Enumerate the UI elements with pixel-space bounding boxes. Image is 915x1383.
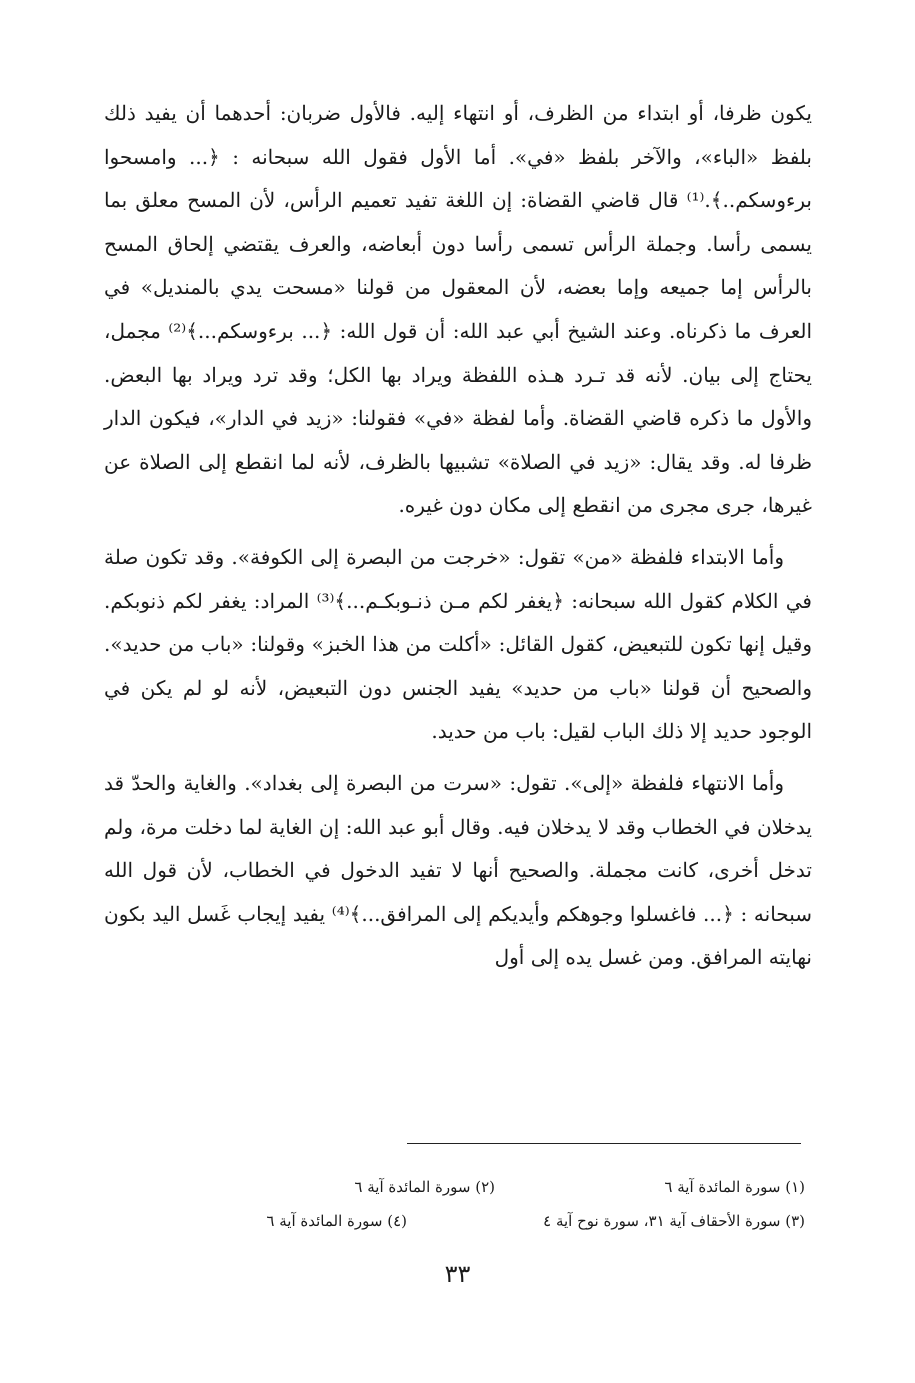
footnote-separator — [407, 1143, 801, 1144]
footnotes-row-1 — [245, 1175, 805, 1201]
paragraph-3: وأما الانتهاء فلفظة «إلى». تقول: «سرت من البصرة إلى بغداد». والغاية والحدّ قد يدخلان في الخطاب وقد لا يدخلان فيه. وقال أبو عبد الله: إن الغاية لما دخلت مرة، ولم تدخل أخرى، كانت مجملة. والصحيح أنها لا تفيد الدخول في الخطاب، لأن قول الله سبحانه : ﴿... فاغسلوا وجوهكم وأيديكم إلى المرافق...﴾⁽⁴⁾ يفيد إيجاب غَسل اليد بكون نهايته المرافق. ومن غسل يده إلى أول — [104, 770, 812, 970]
paragraph-1: يكون ظرفا، أو ابتداء من الظرف، أو انتهاء إليه. فالأول ضربان: أحدهما أن يفيد ذلك بلفظ «الباء»، والآخر بلفظ «في». أما الأول فقول الله سبحانه : ﴿... وامسحوا برءوسكم..﴾.⁽¹⁾ قال قاضي القضاة: إن اللغة تفيد تعميم الرأس، لأن المسح معلق بما يسمى رأسا. وجملة الرأس تسمى رأسا دون أبعاضه، والعرف يقتضي إلحاق المسح بالرأس إما جميعه وإما بعضه، لأن المعقول من قولنا «مسحت يدي بالمنديل» في العرف ما ذكرناه. وعند الشيخ أبي عبد الله: أن قول الله: ﴿... برءوسكم...﴾⁽²⁾ مجمل، يحتاج إلى بيان. لأنه قد تـرد هـذه اللفظة ويراد بها الكل؛ وقد ترد ويراد بها البعض. والأول ما ذكره قاضي القضاة. وأما لفظة «في» فقولنا: «زيد في الدار»، فيكون الدار ظرفا له. وقد يقال: «زيد في الصلاة» تشبيها بالظرف، لأنه لما انقطع إلى الصلاة عن غيرها، جرى مجرى من انقطع إلى مكان دون غيره. — [104, 101, 812, 518]
footnote-1: (١) سورة المائدة آية ٦ — [664, 1178, 805, 1196]
footnote-4: (٤) سورة المائدة آية ٦ — [266, 1212, 407, 1230]
page-number: ٣٣ — [444, 1260, 471, 1288]
footnote-3: (٣) سورة الأحقاف آية ٣١، سورة نوح آية ٤ — [543, 1212, 805, 1230]
footnote-2: (٢) سورة المائدة آية ٦ — [354, 1178, 495, 1196]
main-text — [104, 92, 812, 980]
footnotes-row-2 — [245, 1209, 805, 1235]
paragraph-2: وأما الابتداء فلفظة «من» تقول: «خرجت من البصرة إلى الكوفة». وقد تكون صلة في الكلام كقول الله سبحانه: ﴿يغفر لكم مـن ذنـوبكـم...﴾⁽³⁾ المراد: يغفر لكم ذنوبكم. وقيل إنها تكون للتبعيض، كقول القائل: «أكلت من هذا الخبز» وقولنا: «باب من حديد». والصحيح أن قولنا «باب من حديد» يفيد الجنس دون التبعيض، لأنه لو لم يكن في الوجود حديد إلا ذلك الباب لقيل: باب من حديد. — [104, 544, 812, 744]
